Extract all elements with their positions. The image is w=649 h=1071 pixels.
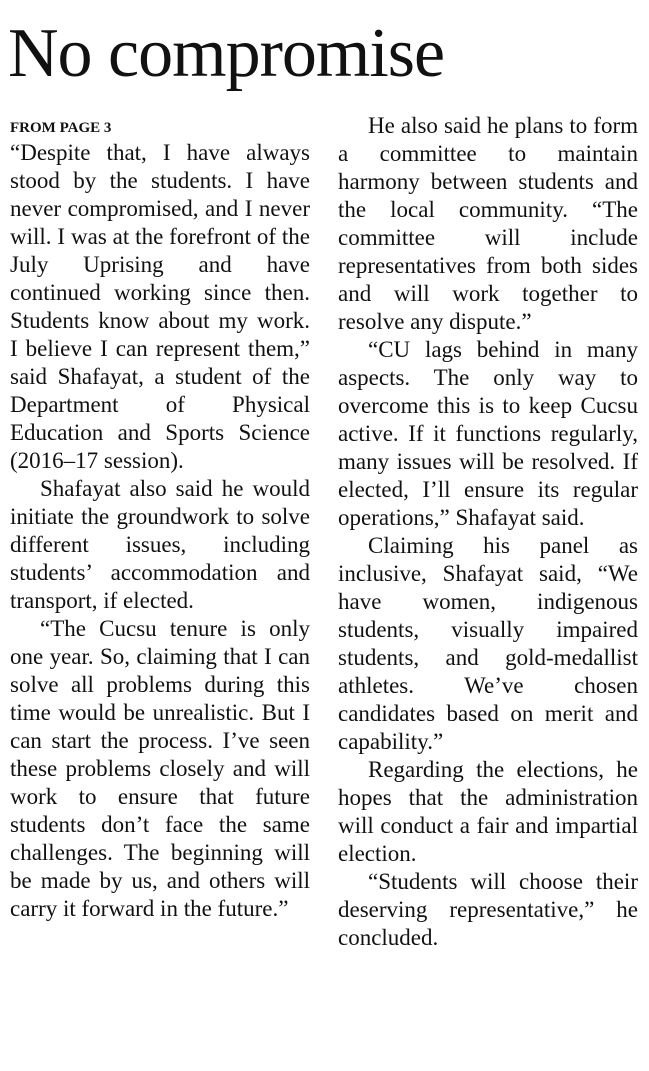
paragraph: “Despite that, I have always stood by the students. I have never compromised, and I never will. I was at the forefront of the July Uprising and have continued working since then. Students know about my work. I believe I can represent them,” said Shafayat, a student of the Department of Physical Education and Sports Science (2016–17 session). <box>10 140 310 473</box>
paragraph: “CU lags behind in many aspects. The only way to overcome this is to keep Cucsu active. If it functions regularly, many issues will be resolved. If elected, I’ll ensure its regular operations,” Shafayat said. <box>338 337 638 530</box>
headline: No compromise <box>8 15 445 92</box>
paragraph: “The Cucsu tenure is only one year. So, claiming that I can solve all problems during this time would be unrealistic. But I can start the process. I’ve seen these problems closely and will work to ensure that future students don’t face the same challenges. The beginning will be made by us, and others will carry it forward in the future.” <box>10 616 310 921</box>
article-column-left <box>10 117 310 923</box>
paragraph: Claiming his panel as inclusive, Shafayat said, “We have women, indigenous students, visually impaired students, and gold-medallist athletes. We’ve chosen candidates based on merit and capability.” <box>338 533 638 754</box>
paragraph: He also said he plans to form a committee to maintain harmony between students and the local community. “The committee will include representatives from both sides and will work together to resolve any dispute.” <box>338 113 638 334</box>
article-column-right <box>338 112 638 952</box>
continued-from-label: FROM PAGE 3 <box>10 120 112 136</box>
paragraph: Shafayat also said he would initiate the groundwork to solve different issues, including students’ accommodation and transport, if elected. <box>10 476 310 613</box>
paragraph: Regarding the elections, he hopes that the administration will conduct a fair and impartial election. <box>338 757 638 866</box>
paragraph: “Students will choose their deserving representative,” he concluded. <box>338 869 638 950</box>
